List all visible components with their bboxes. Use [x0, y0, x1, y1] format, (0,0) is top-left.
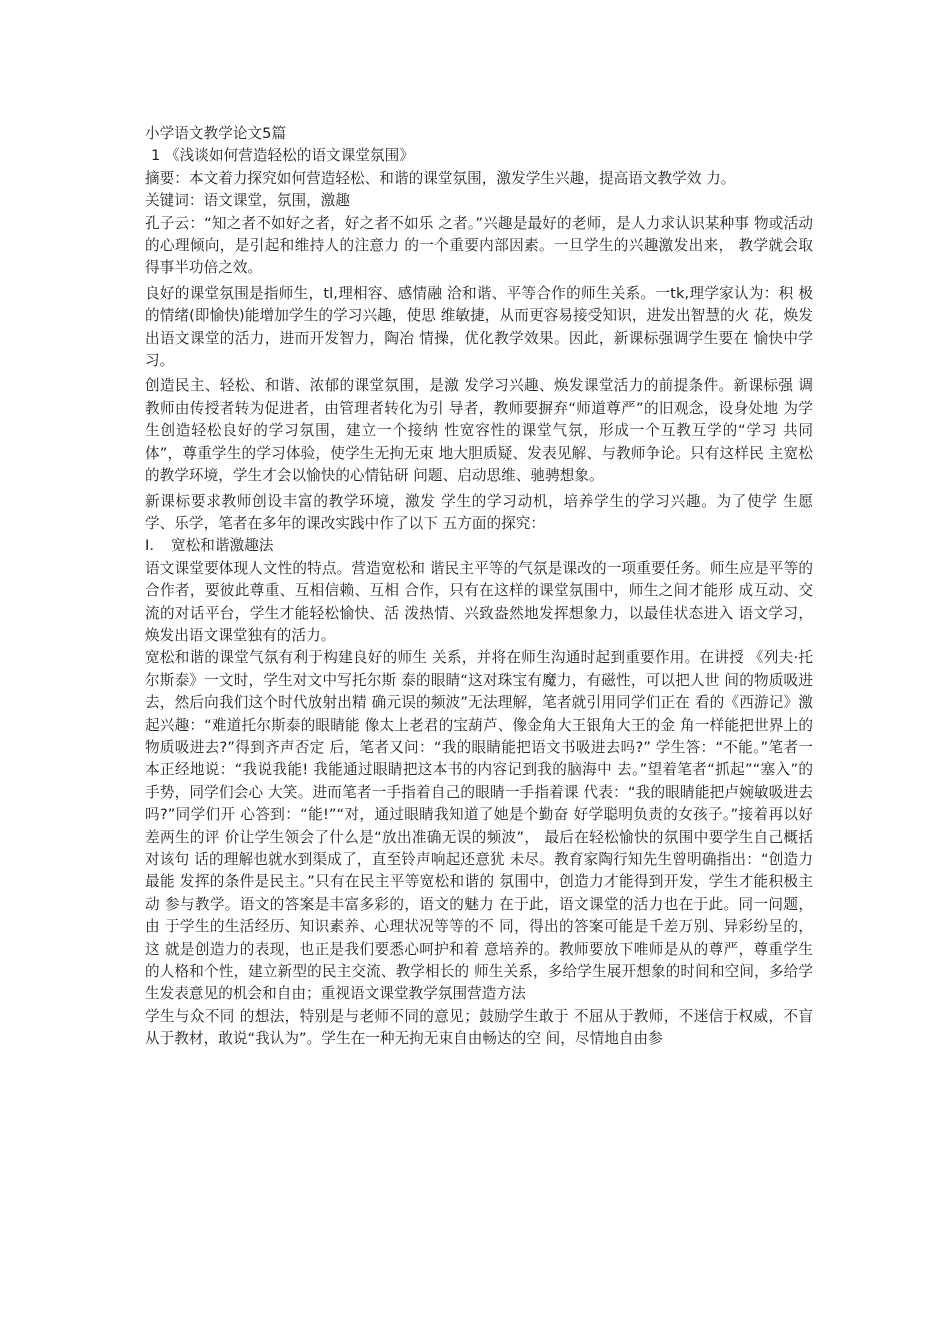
- document-page: [145, 123, 813, 1051]
- paragraph: 良好的课堂氛围是指师生，tl,理相容、感情融 洽和谐、平等合作的师生关系。一tk,理学家认为：积 极的情绪(即愉快)能增加学生的学习兴趣，使思 维敏捷，从而更容易接受知识，进发出智慧的火 花，焕发出语文课堂的活力，进而开发智力，陶冶 情操，优化教学效果。因此，新课标强调学生要在 愉快中学习。: [145, 284, 813, 370]
- section-number: I.: [145, 537, 155, 555]
- paragraph: 宽松和谐的课堂气氛有利于构建良好的师生 关系，并将在师生沟通时起到重要作用。在讲授 《列夫·托尔斯泰》一文时，学生对文中写托尔斯 泰的眼睛“这对珠宝有魔力，有磁性，可以把人世 间的物质吸进去，然后向我们这个时代放射出精 确元误的频波”无法理解，笔者就引用同学们正在 看的《西游记》激起兴趣：“难道托尔斯泰的眼睛能 像太上老君的宝葫芦、像金角大王银角大王的金 角一样能把世界上的物质吸进去?”得到齐声否定 后，笔者又问：“我的眼睛能把语文书吸进去吗?” 学生答：“不能。”笔者一本正经地说：“我说我能! 我能通过眼睛把这本书的内容记到我的脑海中 去。”望着笔者“抓起”“塞入”的手势，同学们会心 大笑。进而笔者一手指着自己的眼睛一手指着课 代表：“我的眼睛能把卢婉敏吸进去吗?”同学们开 心答到：“能!”“对，通过眼睛我知道了她是个勤奋 好学聪明负责的女孩子。”接着再以好差两生的评 价让学生领会了什么是“放出准确无误的频波”， 最后在轻松愉快的氛围中要学生自己概括对该句 话的理解也就水到渠成了，直至铃声响起还意犹 未尽。教育家陶行知先生曾明确指出：“创造力最能 发挥的条件是民主。”只有在民主平等宽松和谐的 氛围中，创造力才能得到开发，学生才能积极主动 参与教学。语文的答案是丰富多彩的，语文的魅力 在于此，语文课堂的活力也在于此。同一问题，由 于学生的生活经历、知识素养、心理状况等等的不 同，得出的答案可能是千差万别、异彩纷呈的，这 就是创造力的表现，也正是我们要悉心呵护和着 意培养的。教师要放下唯师是从的尊严，尊重学生 的人格和个性，建立新型的民主交流、教学相长的 师生关系，多给学生展开想象的时间和空间，多给学生发表意见的机会和自由；重视语文课堂教学氛围营造方法: [145, 649, 813, 1003]
- document-title: 小学语文教学论文5篇: [145, 125, 287, 142]
- abstract: 摘要：本文着力探究如何营造轻松、和谐的课堂氛围，激发学生兴趣，提高语文教学效 力。: [145, 169, 736, 187]
- paragraph: 孔子云：“知之者不如好之者，好之者不如乐 之者。”兴趣是最好的老师，是人力求认识某种事 物或活动的心理倾向，是引起和维持人的注意力 的一个重要内部因素。一旦学生的兴趣激发出来， 教学就会取得事半功倍之效。: [145, 214, 813, 277]
- paragraph: 语文课堂要体现人文性的特点。营造宽松和 谐民主平等的气氛是课改的一项重要任务。师生应是平等的合作者，要彼此尊重、互相信赖、互相 合作，只有在这样的课堂氛围中，师生之间才能形 成互动、交流的对话平台，学生才能轻松愉快、活 泼热情、兴致盎然地发挥想象力，以最佳状态进入 语文学习，焕发出语文课堂独有的活力。: [145, 559, 813, 644]
- paragraph: 新课标要求教师创设丰富的教学环境，激发 学生的学习动机，培养学生的学习兴趣。为了使学 生愿学、乐学，笔者在多年的课改实践中作了以下 五方面的探究：: [145, 492, 813, 532]
- keywords: 关键词：语文课堂，氛围，激趣: [145, 192, 351, 210]
- section-heading: [145, 535, 813, 557]
- paragraph: 学生与众不同 的想法，特别是与老师不同的意见；鼓励学生敢于 不屈从于教师，不迷信于权威，不盲从于教材，敢说“我认为”。学生在一种无拘无束自由畅达的空 间，尽情地自由参: [145, 1007, 813, 1048]
- paragraph: 创造民主、轻松、和谐、浓郁的课堂氛围，是激 发学习兴趣、焕发课堂活力的前提条件。新课标强 调教师由传授者转为促进者，由管理者转化为引 导者，教师要摒弃“师道尊严”的旧观念，设身处地 为学生创造轻松良好的学习氛围，建立一个接纳 性宽容性的课堂气氛，形成一个互教互学的“学习 共同体”，尊重学生的学习体验，使学生无拘无束 地大胆质疑、发表见解、与教师争论。只有这样民 主宽松的教学环境，学生才会以愉快的心情钻研 问题、启动思维、驰骋想象。: [145, 377, 813, 485]
- article-heading: 1 《浅谈如何营造轻松的语文课堂氛围》: [151, 147, 414, 165]
- section-title: 宽松和谐激趣法: [171, 537, 274, 555]
